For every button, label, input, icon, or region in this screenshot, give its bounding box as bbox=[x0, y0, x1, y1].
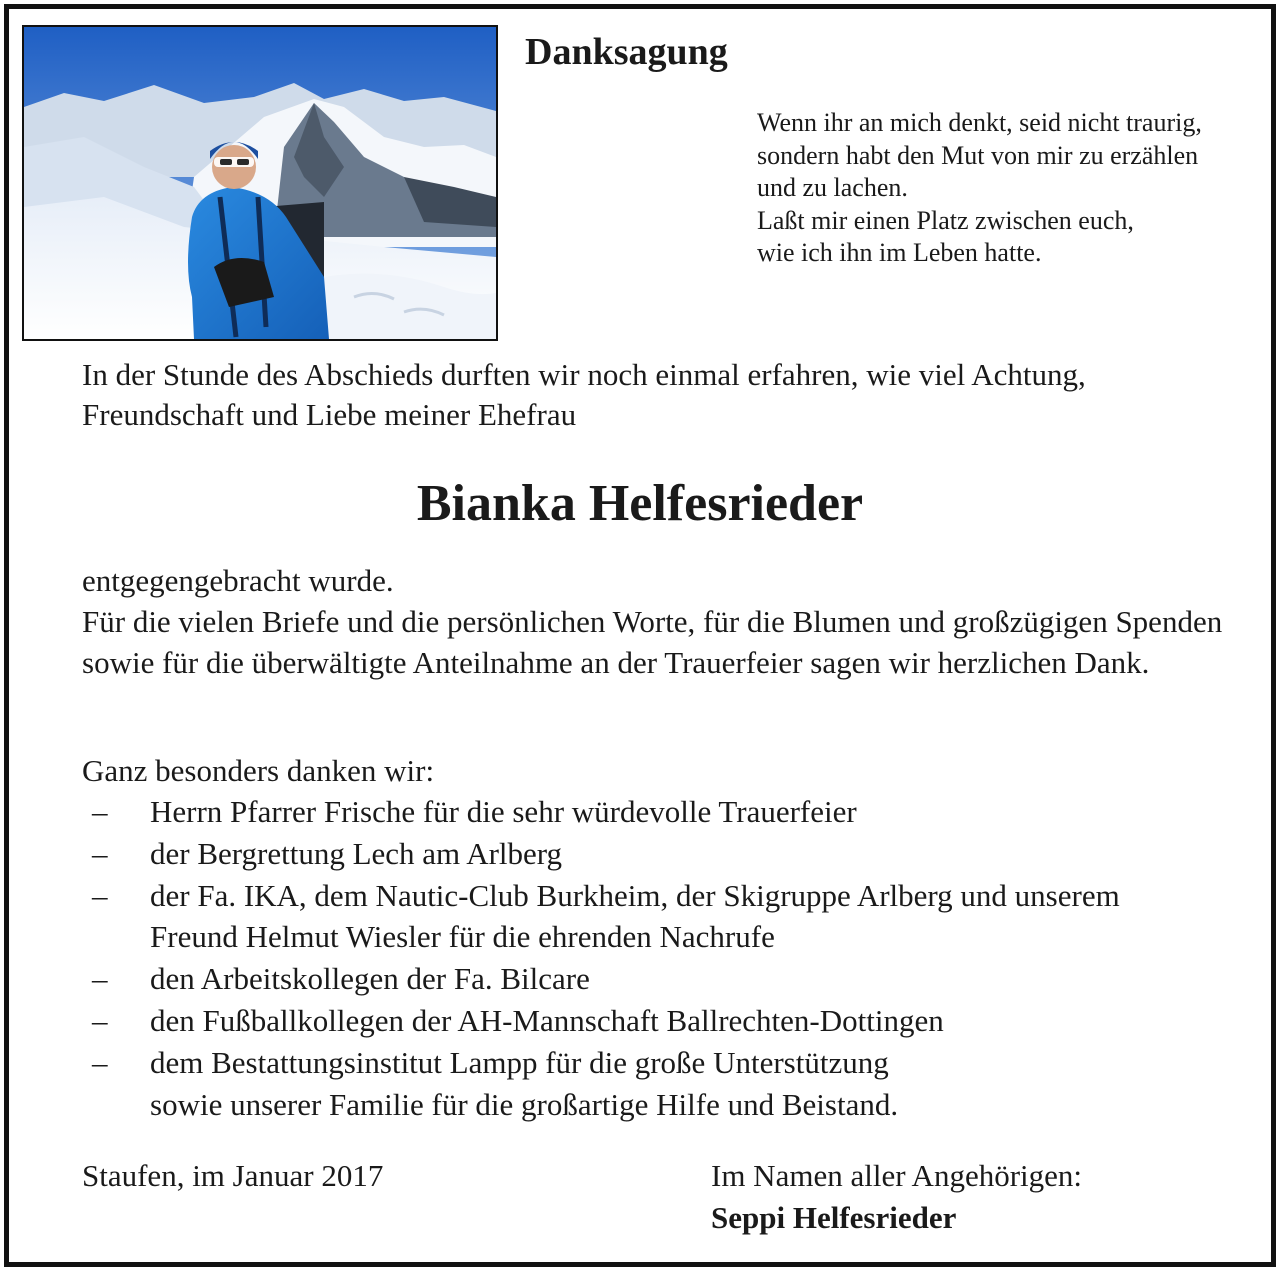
dash-bullet: – bbox=[92, 1002, 108, 1038]
list-item-text: dem Bestattungsinstitut Lampp für die große Unterstützung bbox=[150, 1044, 889, 1080]
signer-name: Seppi Helfesrieder bbox=[711, 1200, 957, 1235]
poem bbox=[757, 107, 1202, 270]
intro-paragraph: In der Stunde des Abschieds durften wir noch einmal erfahren, wie viel Achtung, Freundschaft und Liebe meiner Ehefrau bbox=[82, 357, 1086, 432]
list-item-text: der Fa. IKA, dem Nautic-Club Burkheim, der Skigruppe Arlberg und unserem bbox=[150, 877, 1120, 913]
thanks-paragraph bbox=[82, 561, 1257, 683]
list-item-text: sowie unserer Familie für die großartige Hilfe und Beistand. bbox=[150, 1086, 899, 1122]
poem-line: sondern habt den Mut von mir zu erzählen bbox=[757, 140, 1199, 170]
deceased-name: Bianka Helfesrieder bbox=[416, 475, 864, 532]
list-item bbox=[82, 791, 1262, 833]
list-item bbox=[82, 1042, 1262, 1126]
list-item-text: den Arbeitskollegen der Fa. Bilcare bbox=[150, 961, 590, 997]
on-behalf-line: Im Namen aller Angehörigen: bbox=[711, 1158, 1083, 1193]
notice-title: Danksagung bbox=[525, 31, 728, 73]
signature-block bbox=[711, 1155, 1082, 1239]
body-paragraph: Für die vielen Briefe und die persönlichen Worte, für die Blumen und großzügigen Spenden sowie für die überwältigte Anteilnahme an der Trauerfeier sagen wir herzlichen Dank. bbox=[82, 603, 1223, 680]
dash-bullet: – bbox=[92, 961, 108, 997]
list-item-text: Freund Helmut Wiesler für die ehrenden Nachrufe bbox=[150, 919, 775, 955]
body-first-line: entgegengebracht wurde. bbox=[82, 563, 394, 598]
memorial-photo bbox=[22, 25, 498, 341]
list-item-text: Herrn Pfarrer Frische für die sehr würdevolle Trauerfeier bbox=[150, 794, 857, 829]
dash-bullet: – bbox=[92, 1044, 108, 1080]
mountain-photo-illustration bbox=[24, 27, 496, 339]
dash-bullet: – bbox=[92, 877, 108, 913]
poem-line: Laßt mir einen Platz zwischen euch, bbox=[757, 205, 1134, 235]
list-item-text: den Fußballkollegen der AH-Mannschaft Ballrechten-Dottingen bbox=[150, 1002, 944, 1038]
list-item bbox=[82, 958, 1262, 1000]
place-and-date: Staufen, im Januar 2017 bbox=[82, 1158, 384, 1193]
poem-line: wie ich ihn im Leben hatte. bbox=[757, 238, 1042, 267]
list-item bbox=[82, 833, 1262, 875]
dash-bullet: – bbox=[92, 835, 108, 871]
dash-bullet: – bbox=[92, 794, 108, 829]
poem-line: Wenn ihr an mich denkt, seid nicht traurig, bbox=[757, 108, 1202, 137]
list-item bbox=[82, 1000, 1262, 1042]
list-item bbox=[82, 875, 1262, 959]
obituary-notice bbox=[4, 4, 1276, 1267]
thanks-list bbox=[82, 791, 1262, 1125]
thanks-heading: Ganz besonders danken wir: bbox=[82, 753, 435, 788]
list-item-text: der Bergrettung Lech am Arlberg bbox=[150, 835, 563, 871]
poem-line: und zu lachen. bbox=[757, 173, 908, 202]
